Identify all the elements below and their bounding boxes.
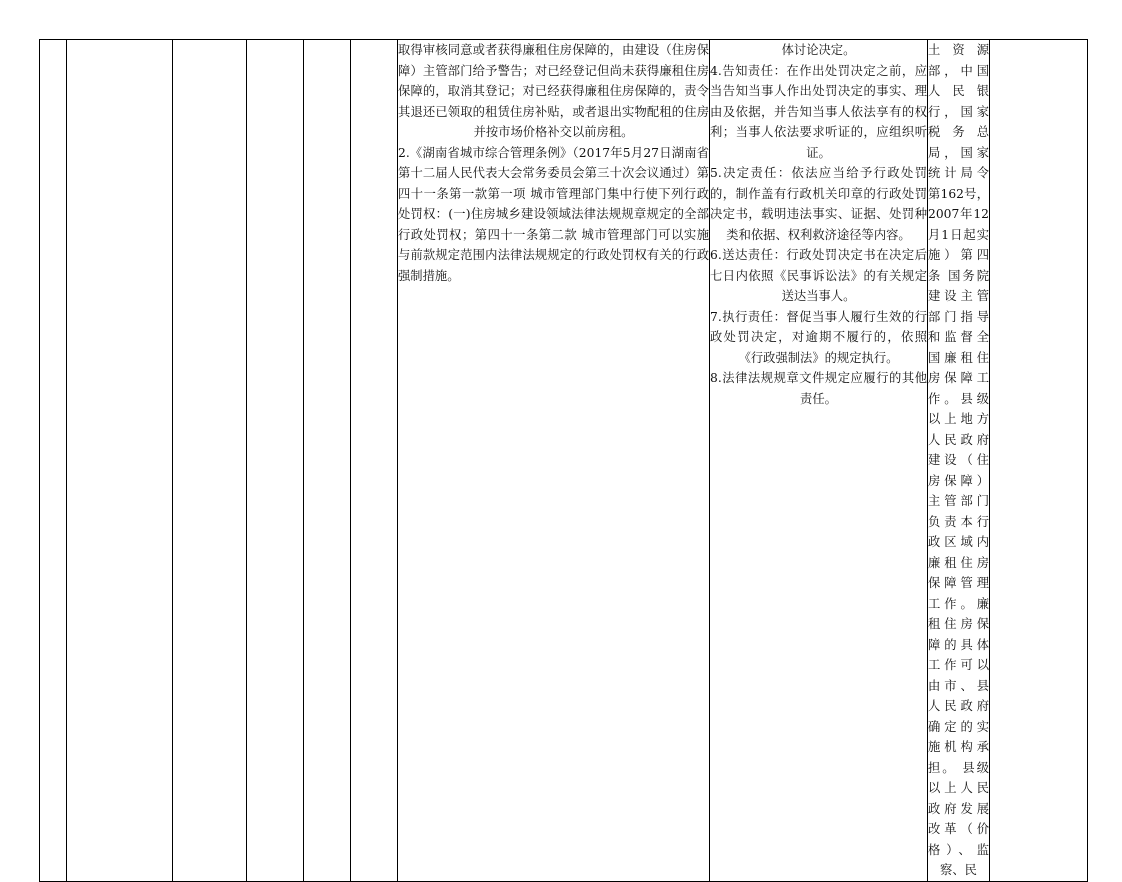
- responsibility-item: 4.告知责任：在作出处罚决定之前，应当告知当事人作出处罚决定的事实、理由及依据，并告知当事人依法享有的权利；当事人依法要求听证的，应组织听证。: [710, 63, 927, 160]
- empty-cell-3: [173, 40, 247, 882]
- regulation-basis-cell: [928, 40, 990, 882]
- empty-cell-last: [990, 40, 1088, 882]
- responsibility-item: 体讨论决定。: [781, 43, 856, 57]
- legal-paragraph-1: 取得审核同意或者获得廉租住房保障的，由建设（住房保障）主管部门给予警告；对已经登记但尚未获得廉租住房保障的，取消其登记；对已经获得廉租住房保障的，责令其退还已领取的租赁住房补贴，或者退出实物配租的住房并按市场价格补交以前房租。: [398, 43, 709, 139]
- legal-paragraph-2: 2.《湖南省城市综合管理条例》（2017年5月27日湖南省第十二届人民代表大会常务委员会第三十次会议通过）第四十一条第一款第一项 城市管理部门集中行使下列行政处罚权：(一)住房城乡建设领域法律法规规章规定的全部行政处罚权；第四十一条第二款 城市管理部门可以实施与前款规定范围内法律法规规定的行政处罚权有关的行政强制措施。: [398, 145, 709, 283]
- responsibility-item: 5.决定责任：依法应当给予行政处罚的，制作盖有行政机关印章的行政处罚决定书，载明违法事实、证据、处罚种类和依据、权利救济途径等内容。: [710, 166, 927, 242]
- responsibility-item: 8.法律法规规章文件规定应履行的其他责任。: [710, 371, 927, 406]
- regulation-text: 土资源部，中国人民银行，国家税务总局，国家统计局令第162号，2007年12月1日起实施）第四条 国务院建设主管部门指导和监督全国廉租住房保障工作。县级以上地方人民政府建设（住房保障）主管部门负责本行政区域内廉租住房保障管理工作。廉租住房保障的具体工作可以由市、县人民政府确定的实施机构承担。 县级以上人民政府发展改革（价格）、监察、民: [928, 43, 989, 877]
- responsibility-item: 6.送达责任：行政处罚决定书在决定后七日内依照《民事诉讼法》的有关规定送达当事人。: [710, 248, 927, 303]
- responsibility-cell: [710, 40, 928, 882]
- empty-cell-6: [351, 40, 398, 882]
- responsibility-item: 7.执行责任：督促当事人履行生效的行政处罚决定，对逾期不履行的，依照《行政强制法》的规定执行。: [710, 309, 927, 365]
- document-table: [39, 39, 1088, 882]
- empty-cell-4: [247, 40, 304, 882]
- empty-cell-5: [304, 40, 351, 882]
- legal-basis-cell: [398, 40, 710, 882]
- empty-cell-1: [40, 40, 67, 882]
- empty-cell-2: [67, 40, 173, 882]
- table-row: [40, 40, 1088, 882]
